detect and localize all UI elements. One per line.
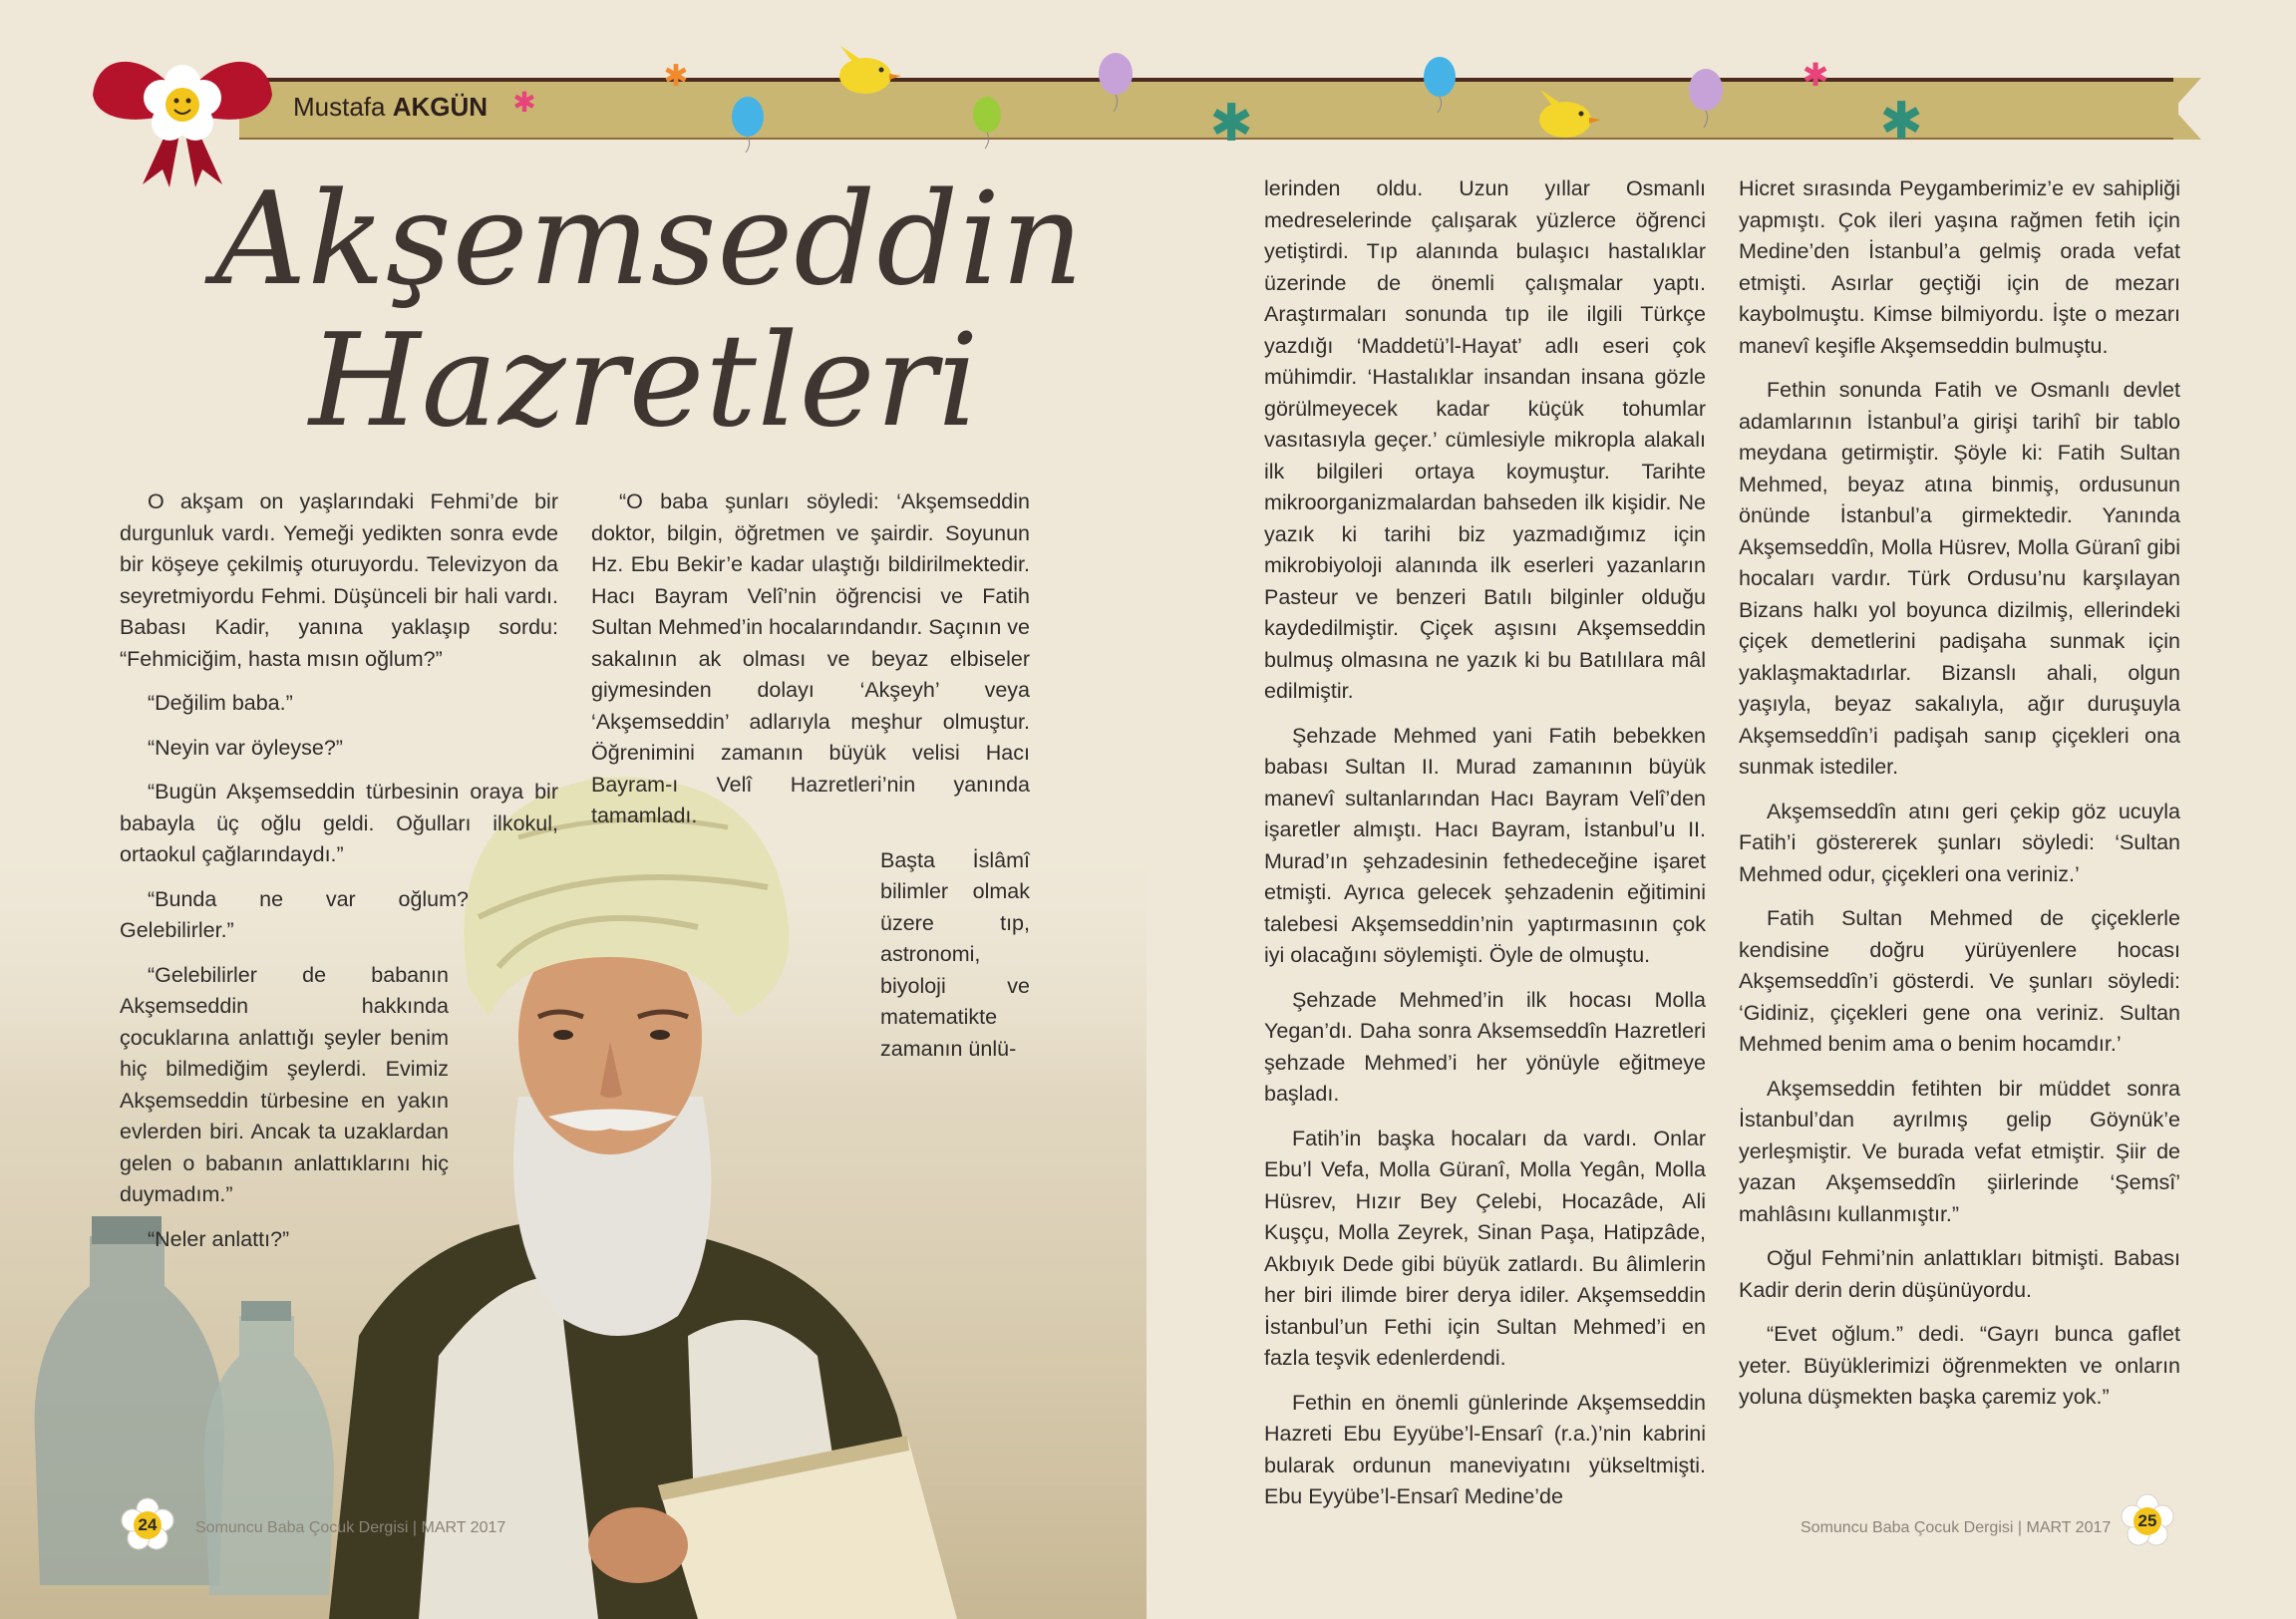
svg-text:✱: ✱ [1802, 60, 1829, 92]
paragraph: Akşemseddîn atını geri çekip göz ucuyla Fatih’i göstererek şunları söyledi: ‘Sultan Mehmed odur, çiçekleri ona veriniz.’ [1739, 799, 2180, 886]
paragraph: “Evet oğlum.” dedi. “Gayrı bunca gaflet yeter. Büyüklerimizi öğrenmekten ve onların yoluna düşmekten başka çaremiz yok.” [1739, 1322, 2180, 1409]
text-column-4 [1739, 173, 2180, 1427]
paragraph: Şehzade Mehmed yani Fatih bebekken babası Sultan II. Murad zamanının büyük manevî sultanlarından Hacı Bayram Velî’den işaretler almıştı. Hacı Bayram, İstanbul’u II. Murad’ın şehzadesinin fethedeceğine işaret etmişti. Ayrıca gelecek şehzadenin eğitimini talebesi Akşemseddin’nin yaptırmasının çok iyi olacağını söylemişti. Öyle de olmuştu. [1264, 723, 1706, 967]
purple-balloon-icon [1095, 52, 1137, 114]
yellow-bird-icon-2 [1525, 82, 1605, 147]
author-last-name: AKGÜN [392, 92, 489, 122]
teal-star-icon [1206, 100, 1256, 150]
title-line-2: Hazretleri [309, 307, 980, 456]
paragraph: Hicret sırasında Peygamberimiz’e ev sahipliği yapmıştı. Çok ileri yaşına rağmen fetih için Medine’den İstanbul’a gelmiş orada vefat etmişti. Asırlar geçtiği için de mezarı kaybolmuştu. Kimse bilmiyordu. İşte o mezarı manevî keşifle Akşemseddin bulmuştu. [1739, 176, 2180, 358]
page-number-text: 25 [2137, 1511, 2157, 1530]
article-title [214, 165, 1085, 456]
paragraph: “Neler anlattı?” [148, 1226, 290, 1251]
teal-star-icon-2 [1876, 98, 1926, 148]
paragraph: Başta İslâmî bilimler olmak üzere tıp, astronomi, biyoloji ve matematikte zamanın ünlü- [880, 847, 1030, 1061]
text-column-1 [120, 486, 558, 1268]
paragraph: Akşemseddin fetihten bir müddet sonra İstanbul’dan ayrılmış gelip Göynük’e yerleşmiştir. Ve burada vefat etmiştir. Şiir de yazan Akşemseddîn şiirlerinde ‘Şemsî’ mahlâsını kullanmıştır.” [1739, 1076, 2180, 1226]
yellow-bird-icon [825, 38, 905, 103]
footer-right: Somuncu Baba Çocuk Dergisi | MART 2017 [1801, 1519, 2112, 1536]
purple-balloon-icon-2 [1685, 68, 1727, 130]
paragraph: “Bugün Akşemseddin türbesinin oraya bir babayla üç oğlu geldi. Oğulları ilkokul, ortaokul çağlarındaydı.” [120, 780, 558, 866]
pink-star-icon [510, 90, 538, 118]
blue-balloon-icon [728, 95, 768, 155]
green-balloon-icon [969, 95, 1005, 151]
author-first-name: Mustafa [293, 92, 386, 122]
svg-text:✱: ✱ [512, 90, 536, 118]
paragraph: “Gelebilirler de babanın Akşemseddin hakkında çocuklarına anlattığı şeyler benim hiç bilmediğim şeylerdi. Evimiz Akşemseddin türbesine en yakın evlerden biri. Ancak ta uzaklardan gelen o babanın anlattıklarını hiç duymadım.” [120, 962, 449, 1206]
text-column-3 [1264, 173, 1706, 1526]
svg-text:✱: ✱ [1879, 98, 1923, 148]
paragraph: “O baba şunları söyledi: ‘Akşemseddin doktor, bilgin, öğretmen ve şairdir. Soyunun Hz. Ebu Bekir’e kadar ulaştığı bildirilmektedir. Hacı Bayram Velî’nin öğrencisi ve Fatih Sultan Mehmed’in hocalarındandır. Saçının ve sakalının ak olması ve beyaz elbiseler giymesinden dolayı ‘Akşeyh’ veya ‘Akşemseddin’ adlarıyla meşhur olmuştur. Öğrenimini zamanın büyük velisi Hacı Bayram-ı Velî Hazretleri’nin yanında tamamladı. [591, 489, 1030, 827]
paragraph: Oğul Fehmi’nin anlattıkları bitmişti. Babası Kadir derin derin düşünüyordu. [1739, 1246, 2180, 1302]
author-name [293, 92, 488, 123]
paragraph: Şehzade Mehmed’in ilk hocası Molla Yegan’dı. Daha sonra Aksemseddîn Hazretleri şehzade Mehmed’i her yönüyle eğitmeye başladı. [1264, 987, 1706, 1106]
pink-star-icon-2 [1800, 60, 1831, 92]
page-number-right [2118, 1491, 2177, 1551]
page-number-text: 24 [138, 1515, 158, 1534]
page-number-left [118, 1495, 177, 1555]
paragraph: Fethin sonunda Fatih ve Osmanlı devlet adamlarının İstanbul’a girişi tarihî bir tablo meydana getirmiştir. Şöyle ki: Fatih Sultan Mehmed, beyaz atına binmiş, ordusunun önünde İstanbul’a girmektedir. Yanında Akşemseddîn, Molla Hüsrev, Molla Güranî gibi hocaları vardır. Türk Ordusu’nu karşılayan Bizans halkı yol boyunca dizilmiş, ellerindeki çiçek demetlerini padişaha sunmak için yaklaşmaktadırlar. Bizanslı ahali, olgun yaşıyla, beyaz sakalıyla, ağır duruşuyla Akşemseddîn’i padişah sanıp çiçekleri ona sunmak istediler. [1739, 378, 2180, 779]
text-column-2 [591, 486, 1030, 1078]
svg-text:✱: ✱ [663, 62, 689, 92]
svg-text:✱: ✱ [1209, 100, 1253, 150]
paragraph: “Neyin var öyleyse?” [148, 735, 343, 760]
title-line-1: Akşemseddin [214, 165, 1085, 314]
paragraph: Fatih Sultan Mehmed de çiçeklerle kendisine doğru yürüyenlere hocası Akşemseddîn’i gösterdi. Ve şunları söyledi: ‘Gidiniz, çiçekleri gene ona veriniz. Sultan Mehmed benim ama o benim hocamdır.’ [1739, 906, 2180, 1056]
orange-star-icon [661, 62, 691, 92]
footer-left: Somuncu Baba Çocuk Dergisi | MART 2017 [195, 1519, 506, 1536]
paragraph: “Bunda ne var oğlum? Gelebilirler.” [120, 886, 469, 942]
paragraph: lerinden oldu. Uzun yıllar Osmanlı medreselerinde çalışarak yüzlerce öğrenci yetiştirdi. Tıp alanında bulaşıcı hastalıklar üzerinde de önemli çalışmalar yaptı. Araştırmaları sonunda tıp ile ilgili Türkçe yazdığı ‘Maddetü’l-Hayat’ adlı eseri çok mühimdir. ‘Hastalıklar insandan insana gözle görülmeyecek kadar küçük tohumlar vasıtasıyla geçer.’ cümlesiyle mikropla alakalı ilk bilgileri ortaya koymuştur. Tarihte mikroorganizmalardan bahseden ilk kişidir. Ne yazık ki tarihi biz yazmadığımız için mikrobiyoloji alanında ilk eserleri yazanların Pasteur ve benzeri Batılı bilginler olduğu kaydedilmiştir. Çiçek aşısını Akşemseddin bulmuş olmasına ne yazık ki bu Batılılara mâl edilmiştir. [1264, 176, 1706, 703]
paragraph: “Değilim baba.” [148, 691, 293, 715]
paragraph: O akşam on yaşlarındaki Fehmi’de bir durgunluk vardı. Yemeği yedikten sonra evde bir köşeye çekilmiş oturuyordu. Televizyon da seyretmiyordu Fehmi. Düşünceli bir hali vardı. Babası Kadir, yanına yaklaşıp sordu: “Fehmiciğim, hasta mısın oğlum?” [120, 489, 558, 671]
blue-balloon-icon-2 [1420, 55, 1460, 115]
header-ribbon-tail [2173, 78, 2201, 140]
paragraph: Fatih’in başka hocaları da vardı. Onlar Ebu’l Vefa, Molla Güranî, Molla Yegân, Molla Hüsrev, Hızır Bey Çelebi, Hocazâde, Ali Kuşçu, Molla Zeyrek, Sinan Paşa, Hatipzâde, Akbıyık Dede gibi büyük zatlardı. Bu âlimlerin her biri ilimde birer derya idiler. Akşemseddin İstanbul’un Fethi için Sultan Mehmed’i en fazla teşvik edenlerdendi. [1264, 1126, 1706, 1370]
paragraph: Fethin en önemli günlerinde Akşemseddin Hazreti Ebu Eyyübe’l-Ensarî (r.a.)’nin kabrini bularak ordunun maneviyatını yükseltmişti. Ebu Eyyübe’l-Ensarî Medine’de [1264, 1390, 1706, 1508]
